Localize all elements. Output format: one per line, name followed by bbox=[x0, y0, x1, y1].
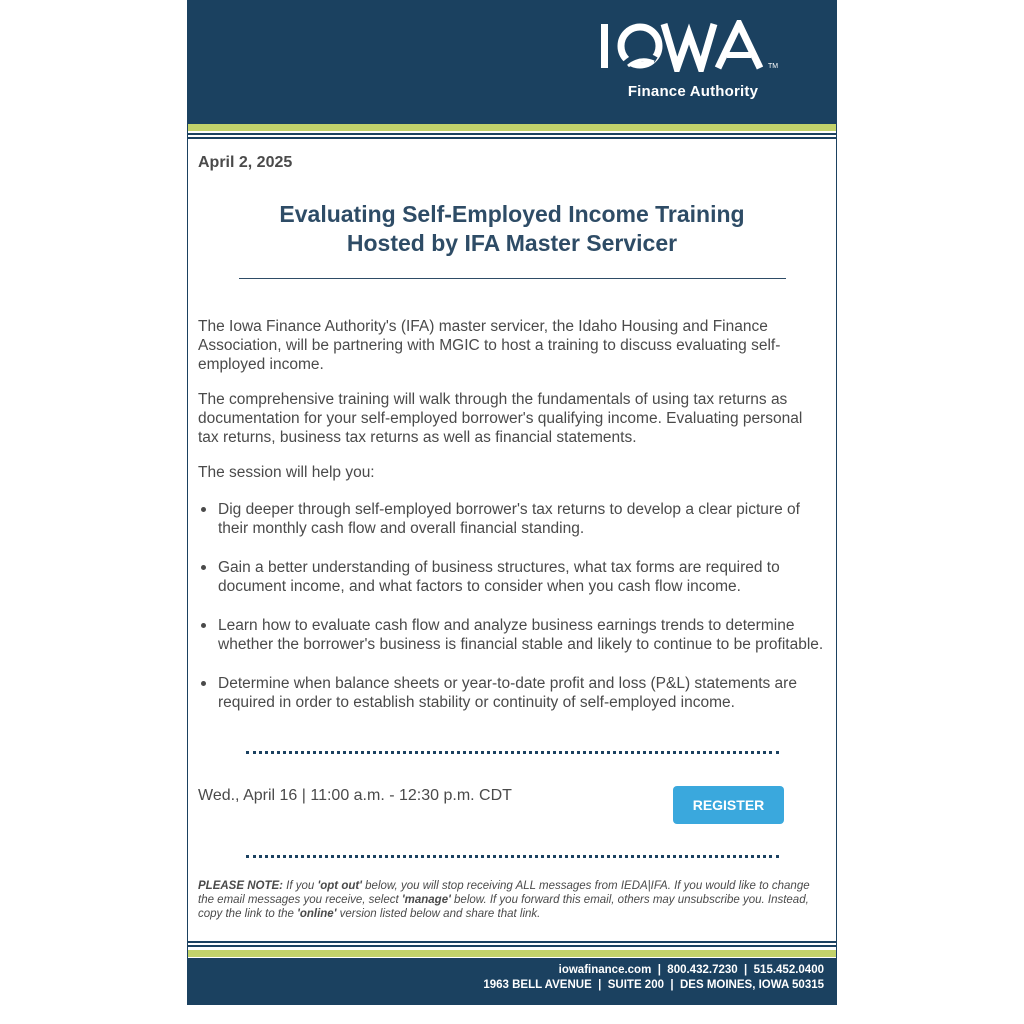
note-online: 'online' bbox=[297, 908, 337, 920]
email-date: April 2, 2025 bbox=[198, 154, 293, 171]
event-row bbox=[188, 771, 836, 841]
footer-address: 1963 BELL AVENUE | SUITE 200 | DES MOINES, IOWA 50315 bbox=[483, 979, 824, 991]
list-item-text: Dig deeper through self-employed borrower's tax returns to develop a clear picture of their monthly cash flow and overall financial standing. bbox=[218, 501, 800, 537]
list-item bbox=[198, 500, 826, 538]
footer-stripe-green bbox=[188, 950, 836, 957]
note-text-1: If you bbox=[282, 880, 318, 892]
footer-banner bbox=[188, 958, 836, 1004]
note-text-3: below. If you forward this email, others may unsubscribe you. Instead, copy the link to the bbox=[198, 894, 809, 920]
event-datetime: Wed., April 16 | 11:00 a.m. - 12:30 p.m. CDT bbox=[198, 787, 512, 804]
event-divider-top bbox=[246, 751, 779, 754]
note-label: PLEASE NOTE: bbox=[198, 880, 283, 892]
note-text-2: below, you will stop receiving ALL messages from IEDA|IFA. If you would like to change the email messages you receive, select bbox=[198, 880, 810, 906]
bullet-icon bbox=[201, 623, 206, 628]
footer-contact: iowafinance.com | 800.432.7230 | 515.452.0400 bbox=[558, 964, 824, 976]
list-item bbox=[198, 558, 826, 596]
note-manage: 'manage' bbox=[401, 894, 451, 906]
list-item-text: Determine when balance sheets or year-to-date profit and loss (P&L) statements are required in order to establish stability or continuity of self-employed income. bbox=[218, 675, 797, 711]
iowa-logo-icon bbox=[598, 20, 798, 72]
bullet-icon bbox=[201, 681, 206, 686]
bullet-icon bbox=[201, 507, 206, 512]
bullet-icon bbox=[201, 565, 206, 570]
title-divider bbox=[239, 278, 786, 279]
list-item bbox=[198, 674, 826, 712]
page-title bbox=[188, 200, 836, 258]
title-line-1: Evaluating Self-Employed Income Training bbox=[279, 201, 745, 227]
event-divider-bottom bbox=[246, 855, 779, 858]
header-stripe-navy bbox=[188, 133, 836, 135]
header-stripe-green bbox=[188, 124, 836, 131]
intro-paragraph: The Iowa Finance Authority's (IFA) master servicer, the Idaho Housing and Finance Association, will be partnering with MGIC to host a training to discuss evaluating self-employed income. bbox=[198, 318, 781, 373]
list-item-text: Gain a better understanding of business structures, what tax forms are required to document income, and what factors to consider when you cash flow income. bbox=[218, 559, 780, 595]
list-item bbox=[198, 616, 826, 654]
benefits-list bbox=[198, 500, 826, 732]
iowa-finance-authority-logo bbox=[598, 20, 798, 110]
description-paragraph: The comprehensive training will walk through the fundamentals of using tax returns as documentation for your self-employed borrower's qualifying income. Evaluating personal tax returns, business tax returns as well as financial statements. bbox=[198, 391, 803, 446]
footer-stripe-navy bbox=[188, 941, 836, 943]
email-container bbox=[187, 0, 837, 1005]
footer-stripe-navy-2 bbox=[188, 945, 836, 947]
session-intro-paragraph: The session will help you: bbox=[198, 464, 375, 481]
header-banner bbox=[188, 0, 836, 124]
svg-text:TM: TM bbox=[768, 63, 779, 70]
note-opt-out: 'opt out' bbox=[317, 880, 362, 892]
note-text-4: version listed below and share that link. bbox=[336, 908, 541, 920]
unsubscribe-note bbox=[198, 879, 823, 921]
logo-subtitle: Finance Authority bbox=[627, 83, 759, 100]
header-stripe-navy-2 bbox=[188, 137, 836, 139]
list-item-text: Learn how to evaluate cash flow and analyze business earnings trends to determine whether the borrower's business is financial stable and likely to continue to be profitable. bbox=[218, 617, 824, 653]
title-line-2: Hosted by IFA Master Servicer bbox=[346, 230, 678, 256]
register-button[interactable]: REGISTER bbox=[673, 786, 784, 824]
